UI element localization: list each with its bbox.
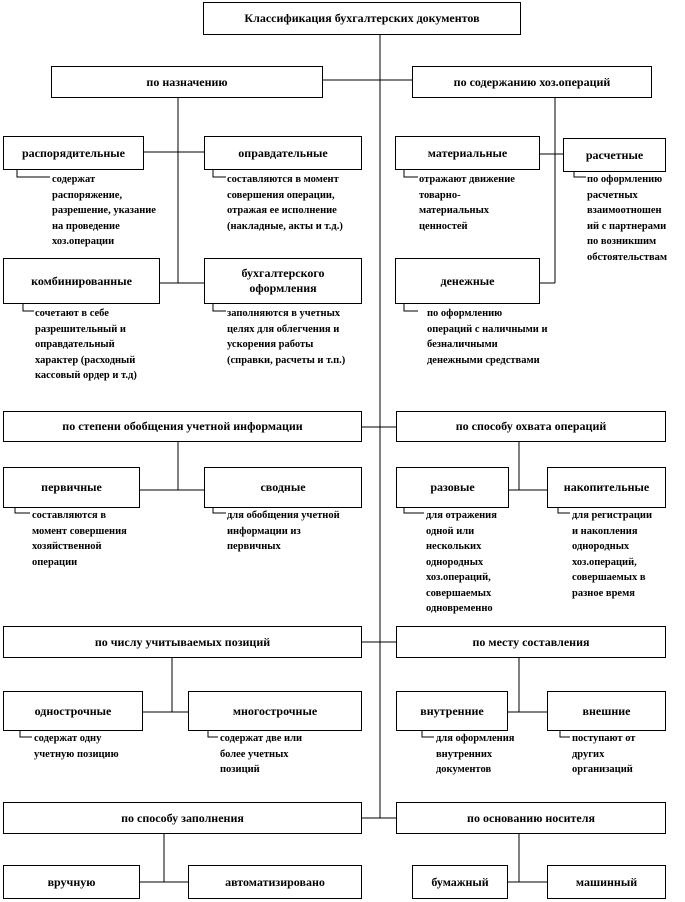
node-summary: сводные — [204, 467, 362, 508]
note-multi-line: содержат две или более учетных позиций — [220, 733, 303, 775]
group-coverage: по способу охвата операций — [396, 411, 666, 442]
note-administrative: содержат распоряжение, разрешение, указание на проведение хоз.операции — [52, 174, 156, 247]
note-internal: для оформления внутренних документов — [436, 733, 515, 775]
node-paper: бумажный — [412, 865, 508, 899]
node-primary: первичные — [3, 467, 140, 508]
node-settlement: расчетные — [563, 138, 666, 172]
node-administrative: распорядительные — [3, 136, 144, 170]
group-positions: по числу учитываемых позиций — [3, 626, 362, 658]
node-machine: машинный — [547, 865, 666, 899]
node-one-time: разовые — [396, 467, 509, 508]
note-summary: для обобщения учетной информации из первичных — [227, 510, 340, 552]
node-automated: автоматизировано — [188, 865, 362, 899]
note-monetary: по оформлению операций с наличными и безналичными денежными средствами — [427, 308, 548, 366]
group-filling: по способу заполнения — [3, 802, 362, 834]
group-generalization: по степени обобщения учетной информации — [3, 411, 362, 442]
note-primary: составляются в момент совершения хозяйственной операции — [32, 510, 127, 568]
group-content: по содержанию хоз.операций — [412, 66, 652, 98]
group-carrier: по основанию носителя — [396, 802, 666, 834]
node-internal: внутренние — [396, 691, 508, 731]
diagram-title: Классификация бухгалтерских документов — [203, 2, 521, 35]
note-combined: сочетают в себе разрешительный и оправдательный характер (расходный кассовый ордер и т.д) — [35, 308, 137, 381]
node-multi-line: многострочные — [188, 691, 362, 731]
node-combined: комбинированные — [3, 258, 160, 304]
note-justifying: составляются в момент совершения операции, отражая ее исполнение (накладные, акты и т.д.) — [227, 174, 343, 232]
group-place: по месту составления — [396, 626, 666, 658]
node-monetary: денежные — [395, 258, 540, 304]
group-purpose: по назначению — [51, 66, 323, 98]
node-justifying: оправдательные — [204, 136, 362, 170]
node-external: внешние — [547, 691, 666, 731]
note-material: отражают движение товарно- материальных ценностей — [419, 174, 515, 232]
note-accounting-registration: заполняются в учетных целях для облегчения и ускорения работы (справки, расчеты и т.п.) — [227, 308, 346, 366]
note-settlement: по оформлению расчетных взаимоотношен ий с партнерами по возникшим обстоятельствам — [587, 174, 668, 263]
note-cumulative: для регистрации и накопления однородных хоз.операций, совершаемых в разное время — [572, 510, 653, 599]
node-material: материальные — [395, 136, 540, 170]
note-single-line: содержат одну учетную позицию — [34, 733, 119, 760]
node-accounting-registration: бухгалтерского оформления — [204, 258, 362, 304]
node-manual: вручную — [3, 865, 140, 899]
node-single-line: однострочные — [3, 691, 143, 731]
node-cumulative: накопительные — [547, 467, 666, 508]
note-external: поступают от других организаций — [572, 733, 636, 775]
note-one-time: для отражения одной или нескольких однородных хоз.операций, совершаемых одновременно — [426, 510, 497, 614]
